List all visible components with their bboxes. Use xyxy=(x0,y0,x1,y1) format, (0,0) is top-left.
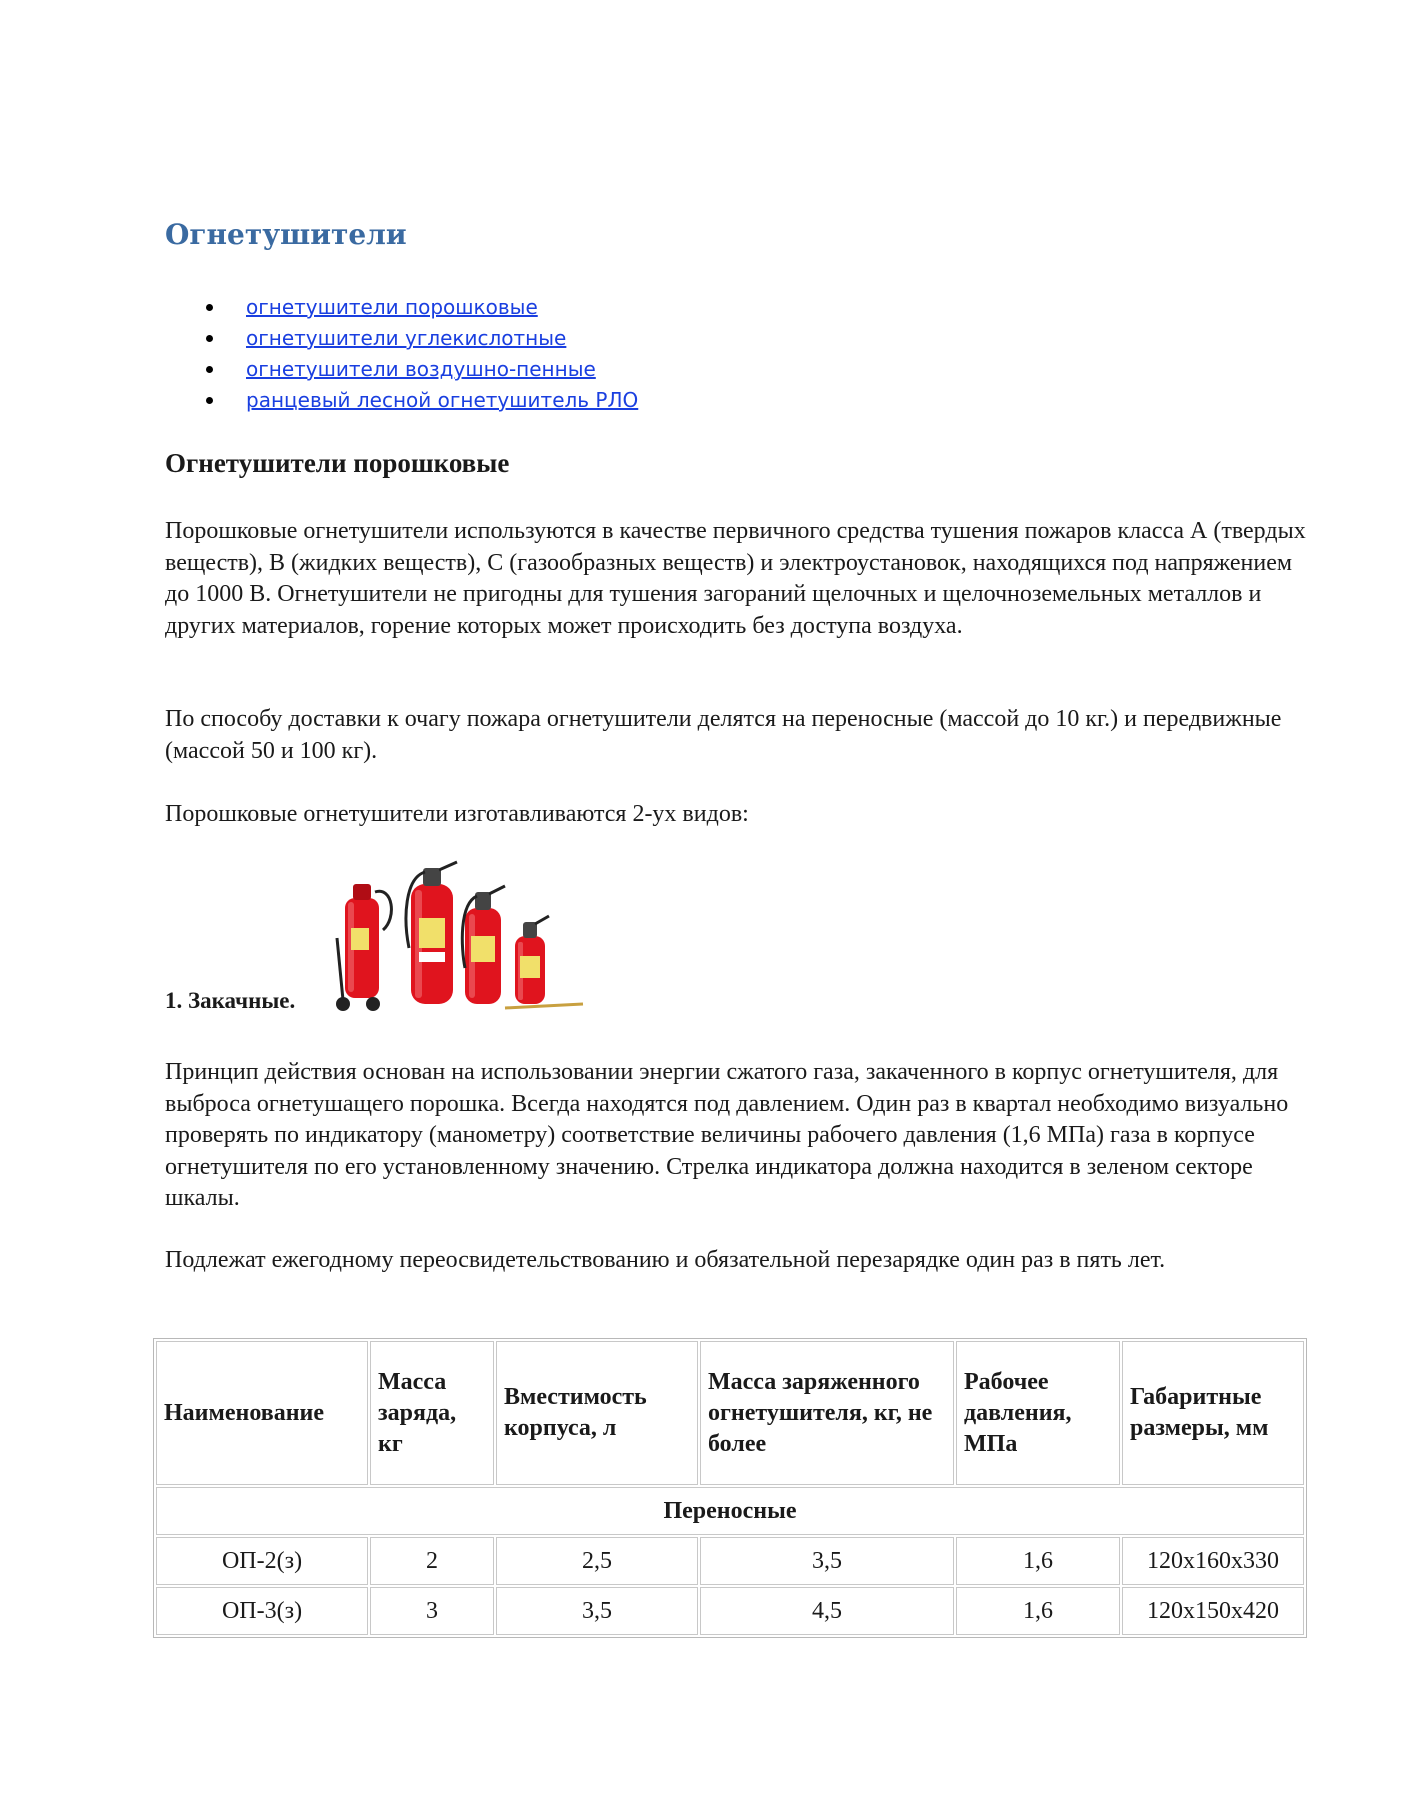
large-extinguisher-icon xyxy=(406,862,457,1004)
cell-charge-mass: 2 xyxy=(370,1537,494,1585)
paragraph-usage: Порошковые огнетушители используются в качестве первичного средства тушения пожаров класса А (твердых веществ), В (жидких веществ), С (газообразных веществ) и электроустановок, находящихся под напряжением до 1000 В. Огнетушители не пригодны для тушения загораний щелочных и щелочноземельных металлов и других материалов, горение которых может происходить без доступа воздуха. xyxy=(165,518,1306,639)
cell-dimensions: 120х150х420 xyxy=(1122,1587,1304,1635)
header-name: Наименование xyxy=(156,1341,368,1485)
section-title: Огнетушители порошковые xyxy=(165,448,510,478)
cell-pressure: 1,6 xyxy=(956,1587,1120,1635)
small-extinguisher-icon xyxy=(505,916,583,1008)
header-volume: Вместимость корпуса, л xyxy=(496,1341,698,1485)
table-of-contents xyxy=(200,292,638,416)
paragraph-principle: Принцип действия основан на использовании энергии сжатого газа, закаченного в корпус огнетушителя, для выброса огнетушащего порошка. Всегда находятся под давлением. Один раз в квартал необходимо визуально проверять по индикатору (манометру) соответствие величины рабочего давления (1,6 МПа) газа в корпусе огнетушителя по его установленному значению. Стрелка индикатора должна находится в зеленом секторе шкалы. xyxy=(165,1059,1289,1211)
header-dimensions: Габаритные размеры, мм xyxy=(1122,1341,1304,1485)
cell-name: ОП-2(з) xyxy=(156,1537,368,1585)
bullet-icon xyxy=(206,366,213,373)
toc-link-backpack-rlo[interactable]: ранцевый лесной огнетушитель РЛО xyxy=(246,388,639,412)
medium-extinguisher-icon xyxy=(462,886,505,1004)
cell-pressure: 1,6 xyxy=(956,1537,1120,1585)
cell-dimensions: 120х160х330 xyxy=(1122,1537,1304,1585)
cell-volume: 2,5 xyxy=(496,1537,698,1585)
table-row xyxy=(156,1537,1304,1585)
toc-link-air-foam[interactable]: огнетушители воздушно-пенные xyxy=(246,357,596,381)
bullet-icon xyxy=(206,397,213,404)
cell-name: ОП-3(з) xyxy=(156,1587,368,1635)
paragraph-types: Порошковые огнетушители изготавливаются 2-ух видов: xyxy=(165,801,749,827)
header-charge-mass: Масса заряда, кг xyxy=(370,1341,494,1485)
toc-item xyxy=(200,385,638,416)
extinguishers-image xyxy=(335,858,585,1018)
cell-charged-mass: 4,5 xyxy=(700,1587,954,1635)
toc-link-powder[interactable]: огнетушители порошковые xyxy=(246,295,538,319)
specs-table xyxy=(153,1338,1307,1638)
toc-item xyxy=(200,292,638,323)
bullet-icon xyxy=(206,304,213,311)
toc-link-co2[interactable]: огнетушители углекислотные xyxy=(246,326,567,350)
table-header-row xyxy=(156,1341,1304,1485)
zakachnye-label: 1. Закачные. xyxy=(165,988,296,1013)
cell-charge-mass: 3 xyxy=(370,1587,494,1635)
paragraph-delivery: По способу доставки к очагу пожара огнетушители делятся на переносные (массой до 10 кг.) и передвижные (массой 50 и 100 кг). xyxy=(165,706,1282,764)
toc-item xyxy=(200,354,638,385)
cell-charged-mass: 3,5 xyxy=(700,1537,954,1585)
wheeled-extinguisher-icon xyxy=(336,884,391,1011)
table-row xyxy=(156,1587,1304,1635)
header-pressure: Рабочее давления, МПа xyxy=(956,1341,1120,1485)
table-group-row xyxy=(156,1487,1304,1535)
paragraph-inspection: Подлежат ежегодному переосвидетельствованию и обязательной перезарядке один раз в пять лет. xyxy=(165,1247,1166,1273)
group-label: Переносные xyxy=(156,1487,1304,1535)
header-charged-mass: Масса заряженного огнетушителя, кг, не более xyxy=(700,1341,954,1485)
toc-item xyxy=(200,323,638,354)
cell-volume: 3,5 xyxy=(496,1587,698,1635)
page-title: Огнетушители xyxy=(165,218,407,251)
bullet-icon xyxy=(206,335,213,342)
